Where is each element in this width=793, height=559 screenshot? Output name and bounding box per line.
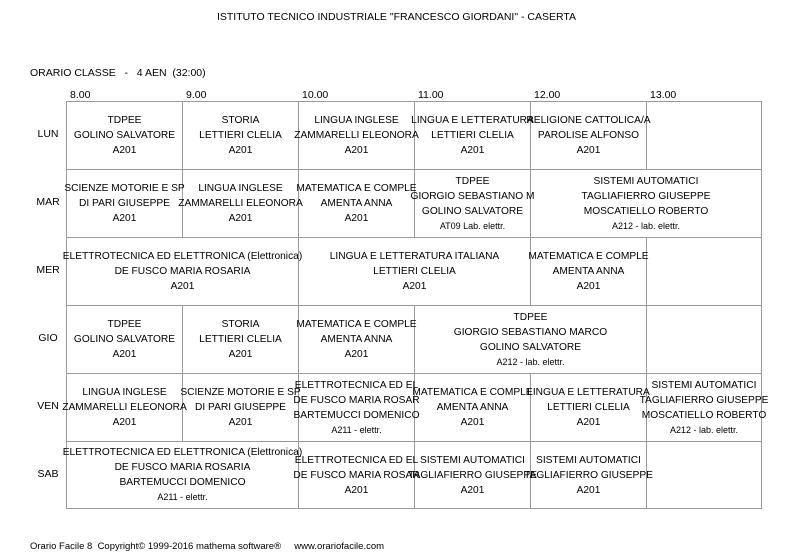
school-title: ISTITUTO TECNICO INDUSTRIALE "FRANCESCO GIORDANI" - CASERTA: [216, 11, 577, 23]
lesson-cell[interactable]: [411, 102, 534, 170]
lesson-cell[interactable]: [531, 170, 762, 238]
lesson-room: A201: [460, 484, 485, 496]
lesson-room: A201: [460, 417, 485, 428]
lesson-subject: MATEMATICA E COMPLE: [296, 319, 417, 330]
lesson-subject: SISTEMI AUTOMATICI: [420, 454, 525, 466]
lesson-cell[interactable]: [62, 238, 303, 306]
lesson-teacher: LETTIERI CLELIA: [547, 402, 630, 413]
lesson-subject: SISTEMI AUTOMATICI: [536, 454, 641, 466]
day-label-mer: MER: [36, 264, 60, 276]
lesson-cell[interactable]: [64, 170, 185, 238]
lesson-room: A211 - elettr.: [331, 424, 382, 435]
lesson-subject: LINGUA INGLESE: [314, 115, 399, 126]
lesson-teacher: DI PARI GIUSEPPE: [195, 402, 286, 413]
lesson-room: A201: [402, 281, 427, 292]
lesson-room: A212 - lab. elettr.: [496, 356, 565, 367]
lesson-teacher: TAGLIAFIERRO GIUSEPPE: [408, 469, 537, 481]
lesson-cell[interactable]: [180, 374, 301, 442]
lesson-room: A201: [344, 484, 369, 496]
lesson-cell[interactable]: [526, 102, 651, 170]
lesson-cell[interactable]: [62, 374, 187, 442]
lesson-room: A201: [170, 281, 195, 292]
lesson-teacher-2: GOLINO SALVATORE: [479, 341, 582, 353]
lesson-cell[interactable]: [299, 238, 531, 306]
empty-cell[interactable]: [647, 442, 762, 509]
empty-cell[interactable]: [647, 102, 762, 170]
lesson-cell[interactable]: [527, 374, 650, 442]
lesson-subject: MATEMATICA E COMPLE: [296, 183, 417, 194]
lesson-cell[interactable]: [639, 374, 769, 442]
lesson-teacher: TAGLIAFIERRO GIUSEPPE: [581, 190, 711, 202]
lesson-teacher: AMENTA ANNA: [320, 334, 393, 345]
time-label-9: 9.00: [186, 89, 207, 101]
lesson-cell[interactable]: [67, 306, 183, 374]
lesson-teacher-2: MOSCATIELLO ROBERTO: [583, 205, 709, 217]
lesson-room: AT09 Lab. elettr.: [439, 220, 506, 231]
lesson-teacher: DE FUSCO MARIA ROSARIA: [114, 266, 251, 277]
lesson-teacher-2: GOLINO SALVATORE: [421, 205, 524, 217]
lesson-subject: LINGUA INGLESE: [82, 387, 167, 398]
lesson-subject: TDPEE: [513, 311, 548, 323]
lesson-subject: SCIENZE MOTORIE E SP: [180, 387, 301, 398]
class-heading: ORARIO CLASSE - 4 AEN (32:00): [30, 67, 206, 79]
lesson-subject: LINGUA E LETTERATURA: [411, 115, 534, 126]
lesson-teacher: PAROLISE ALFONSO: [537, 130, 640, 141]
lesson-teacher: LETTIERI CLELIA: [431, 130, 514, 141]
lesson-teacher-2: BARTEMUCCI DOMENICO: [119, 477, 246, 488]
lesson-teacher: GOLINO SALVATORE: [73, 130, 176, 141]
day-label-mar: MAR: [36, 196, 60, 208]
lesson-teacher: LETTIERI CLELIA: [199, 334, 282, 345]
lesson-subject: LINGUA E LETTERATURA: [527, 387, 650, 398]
lesson-teacher: ZAMMARELLI ELEONORA: [178, 198, 303, 209]
lesson-teacher: GIORGIO SEBASTIANO MARCO: [453, 326, 608, 338]
lesson-cell[interactable]: [62, 442, 303, 509]
lesson-room: A201: [112, 417, 137, 428]
lesson-room: A201: [112, 349, 137, 360]
lesson-cell[interactable]: [296, 170, 417, 238]
lesson-room: A201: [576, 281, 601, 292]
lesson-cell[interactable]: [296, 306, 417, 374]
lesson-subject: STORIA: [221, 115, 260, 126]
lesson-teacher: ZAMMARELLI ELEONORA: [62, 402, 187, 413]
lesson-subject: LINGUA E LETTERATURA ITALIANA: [329, 251, 500, 262]
lesson-cell[interactable]: [293, 374, 420, 442]
lesson-room: A212 - lab. elettr.: [669, 424, 739, 435]
lesson-teacher: AMENTA ANNA: [552, 266, 625, 277]
lesson-teacher-2: BARTEMUCCI DOMENICO: [293, 409, 420, 421]
lesson-cell[interactable]: [183, 306, 299, 374]
lesson-teacher-2: MOSCATIELLO ROBERTO: [641, 409, 767, 421]
lesson-teacher: DE FUSCO MARIA ROSAR: [293, 469, 420, 481]
lesson-cell[interactable]: [412, 374, 533, 442]
time-label-8: 8.00: [70, 89, 91, 101]
lesson-room: A201: [344, 213, 369, 224]
lesson-room: A211 - elettr.: [157, 492, 208, 502]
lesson-cell[interactable]: [67, 102, 183, 170]
lesson-teacher: LETTIERI CLELIA: [199, 130, 282, 141]
lesson-cell[interactable]: [408, 442, 537, 509]
empty-cell[interactable]: [647, 306, 762, 374]
lesson-room: A212 - lab. elettr.: [611, 220, 681, 231]
lesson-cell[interactable]: [293, 442, 420, 509]
lesson-subject: ELETTROTECNICA ED ELETTRONICA (Elettronica): [62, 447, 303, 458]
time-label-10: 10.00: [302, 89, 329, 101]
lesson-teacher: LETTIERI CLELIA: [373, 266, 456, 277]
lesson-teacher: GOLINO SALVATORE: [73, 334, 176, 345]
lesson-teacher: TAGLIAFIERRO GIUSEPPE: [639, 394, 769, 406]
lesson-room: A201: [228, 145, 253, 156]
lesson-room: A201: [344, 349, 369, 360]
lesson-teacher: AMENTA ANNA: [320, 198, 393, 209]
lesson-room: A201: [576, 145, 601, 156]
lesson-subject: MATEMATICA E COMPLE: [528, 251, 649, 262]
lesson-cell[interactable]: [415, 306, 647, 374]
empty-cell[interactable]: [647, 238, 762, 306]
lesson-room: A201: [460, 145, 485, 156]
time-label-12: 12.00: [534, 89, 561, 101]
lesson-teacher: ZAMMARELLI ELEONORA: [294, 130, 419, 141]
lesson-cell[interactable]: [524, 442, 653, 509]
day-label-gio: GIO: [38, 332, 58, 344]
lesson-room: A201: [344, 145, 369, 156]
lesson-subject: ELETTROTECNICA ED EL: [294, 454, 419, 466]
lesson-cell[interactable]: [528, 238, 649, 306]
timetable-grid: [62, 101, 769, 509]
lesson-teacher: TAGLIAFIERRO GIUSEPPE: [524, 469, 653, 481]
lesson-cell[interactable]: [410, 170, 535, 238]
time-label-13: 13.00: [650, 89, 677, 101]
lesson-room: A201: [112, 213, 137, 224]
lesson-room: A201: [112, 145, 137, 156]
lesson-subject: SISTEMI AUTOMATICI: [593, 175, 699, 187]
lesson-room: A201: [576, 484, 601, 496]
day-label-sab: SAB: [37, 468, 59, 480]
lesson-teacher: DE FUSCO MARIA ROSARIA: [114, 462, 251, 473]
lesson-teacher: DI PARI GIUSEPPE: [79, 198, 170, 209]
lesson-teacher: GIORGIO SEBASTIANO M: [410, 190, 535, 202]
time-label-11: 11.00: [418, 89, 444, 101]
lesson-subject: RELIGIONE CATTOLICA/A: [526, 115, 651, 126]
lesson-cell[interactable]: [294, 102, 419, 170]
lesson-subject: TDPEE: [107, 115, 142, 126]
lesson-room: A201: [576, 417, 601, 428]
footer-copyright: Orario Facile 8 Copyright© 1999-2016 mathema software® www.orariofacile.com: [30, 541, 385, 552]
day-label-lun: LUN: [37, 128, 59, 140]
lesson-subject: MATEMATICA E COMPLE: [412, 387, 533, 398]
day-label-ven: VEN: [37, 400, 59, 412]
lesson-subject: TDPEE: [455, 175, 490, 187]
lesson-subject: LINGUA INGLESE: [198, 183, 283, 194]
lesson-cell[interactable]: [183, 102, 299, 170]
lesson-teacher: DE FUSCO MARIA ROSAR: [293, 394, 420, 406]
lesson-room: A201: [228, 417, 253, 428]
lesson-subject: ELETTROTECNICA ED EL: [294, 379, 419, 391]
lesson-room: A201: [228, 349, 253, 360]
lesson-cell[interactable]: [178, 170, 303, 238]
lesson-subject: TDPEE: [107, 319, 142, 330]
lesson-teacher: AMENTA ANNA: [436, 402, 509, 413]
lesson-subject: ELETTROTECNICA ED ELETTRONICA (Elettronica): [62, 251, 303, 262]
lesson-subject: SISTEMI AUTOMATICI: [651, 379, 757, 391]
lesson-subject: STORIA: [221, 319, 260, 330]
lesson-subject: SCIENZE MOTORIE E SP: [64, 183, 185, 194]
lesson-room: A201: [228, 213, 253, 224]
